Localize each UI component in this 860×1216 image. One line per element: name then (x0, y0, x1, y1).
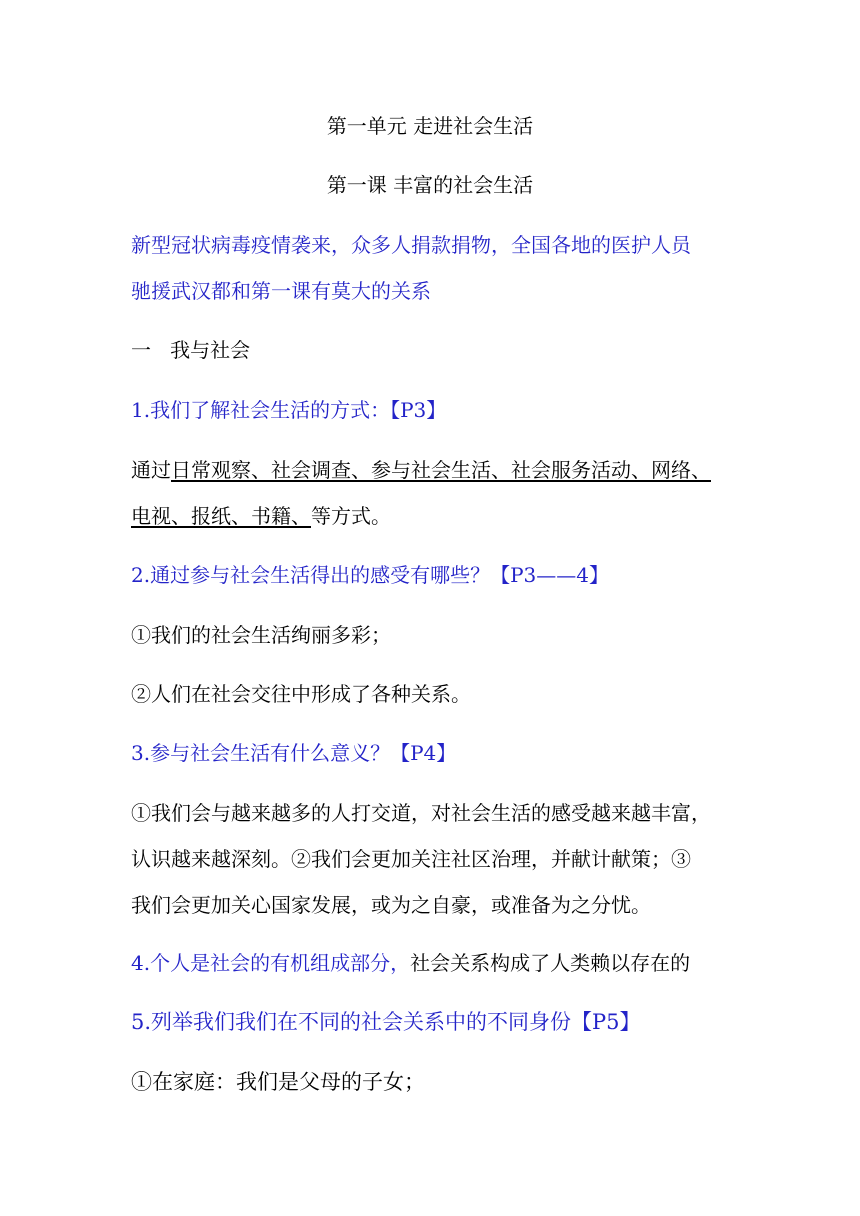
answer-underlined-1: 日常观察、社会调查、参与社会生活、社会服务活动、网络、 (171, 458, 711, 482)
question-2-item-2: ②人们在社会交往中形成了各种关系。 (131, 682, 471, 706)
intro-line-1: 新型冠状病毒疫情袭来，众多人捐款捐物，全国各地的医护人员 (131, 233, 691, 257)
question-1-title: 1.我们了解社会生活的方式：【P3】 (131, 398, 447, 422)
question-3-answer-line-3: 我们会更加关心国家发展，或为之自豪，或准备为之分忧。 (131, 893, 651, 917)
question-2-title: 2.通过参与社会生活得出的感受有哪些？【P3——4】 (131, 563, 609, 587)
question-3-answer-line-1: ①我们会与越来越多的人打交道，对社会生活的感受越来越丰富， (131, 801, 711, 825)
unit-title: 第一单元 走进社会生活 (326, 114, 534, 138)
lesson-title: 第一课 丰富的社会生活 (326, 173, 534, 197)
question-2-item-1: ①我们的社会生活绚丽多彩； (131, 623, 391, 647)
question-4-blue-text: 4.个人是社会的有机组成部分， (131, 951, 411, 975)
intro-line-2: 驰援武汉都和第一课有莫大的关系 (131, 279, 431, 303)
answer-prefix: 通过 (131, 458, 171, 482)
question-4-black-text: 社会关系构成了人类赖以存在的 (410, 951, 691, 975)
question-1-answer-line-2 (131, 502, 391, 530)
question-1-answer-line-1 (131, 456, 711, 484)
question-3-answer-line-2: 认识越来越深刻。②我们会更加关注社区治理，并献计献策；③ (131, 847, 691, 871)
question-4-title (131, 949, 690, 977)
question-5-title: 5.列举我们我们在不同的社会关系中的不同身份【P5】 (131, 1010, 641, 1034)
question-5-item-1: ①在家庭：我们是父母的子女； (131, 1070, 425, 1094)
question-3-title: 3.参与社会生活有什么意义？【P4】 (131, 741, 457, 765)
section-heading: 一 我与社会 (131, 338, 251, 362)
answer-suffix: 等方式。 (311, 504, 391, 528)
answer-underlined-2: 电视、报纸、书籍、 (131, 504, 311, 528)
